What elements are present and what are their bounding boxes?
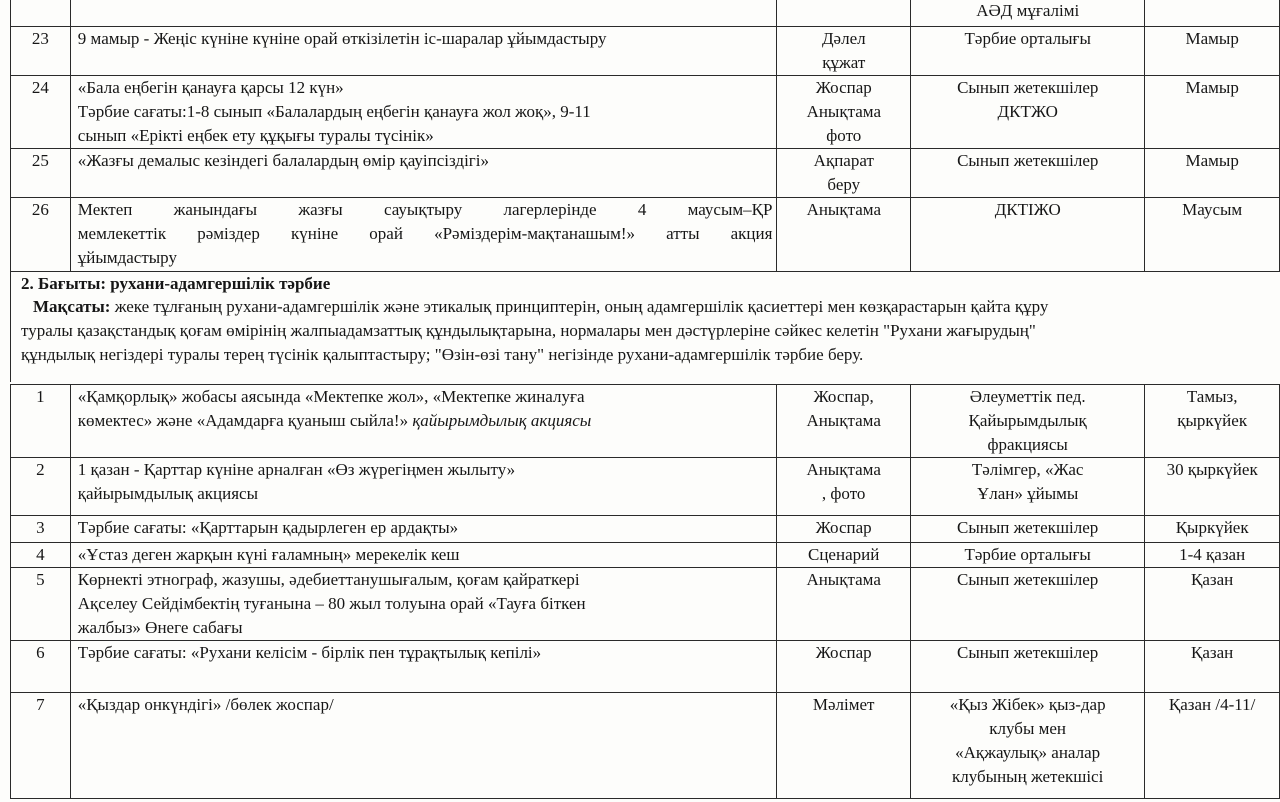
document-type-line: Жоспар, — [813, 387, 874, 406]
goal-line: құндылық негіздері туралы терең түсінік қалыптастыру; "Өзін-өзі тану" негізінде рухани-адамгершілік тәрбие беру. — [21, 345, 864, 364]
table-row — [11, 198, 1280, 272]
document-type-line: Анықтама — [806, 200, 881, 219]
event-text-line: сынып «Ерікті еңбек ету құқығы туралы түсінік» — [77, 126, 434, 145]
table-row — [11, 516, 1280, 543]
event-text-line: мемлекеттік рәміздер күніне орай «Рәміздерім-мақтанашым!» атты акция — [77, 224, 773, 243]
deadline — [1145, 568, 1280, 641]
deadline-line: 30 қыркүйек — [1166, 460, 1258, 479]
event-text — [70, 543, 777, 568]
document-type — [777, 76, 911, 149]
deadline — [1145, 516, 1280, 543]
event-text-plain: көмектес» және «Адамдарға қуаныш сыйла!» — [77, 411, 413, 430]
deadline-line: Қазан — [1191, 570, 1234, 589]
event-text-italic: қайырымдылық акциясы — [412, 411, 592, 430]
row-number: 26 — [11, 198, 71, 272]
document-type — [777, 693, 911, 799]
table-row — [11, 76, 1280, 149]
event-text — [70, 76, 777, 149]
responsible-line: Қайырымдылық — [968, 411, 1087, 430]
responsible-line: Әлеуметтік пед. — [969, 387, 1086, 406]
event-text-line: қайырымдылық акциясы — [77, 484, 258, 503]
deadline-line: 1-4 қазан — [1179, 545, 1246, 564]
event-text-line: «Бала еңбегін қанауға қарсы 12 күн» — [77, 78, 344, 97]
table-row — [11, 149, 1280, 198]
event-text — [70, 149, 777, 198]
event-text — [70, 568, 777, 641]
deadline-line: қыркүйек — [1177, 411, 1248, 430]
row-number: 4 — [11, 543, 71, 568]
document-type — [777, 149, 911, 198]
deadline — [1145, 76, 1280, 149]
deadline-line: Тамыз, — [1186, 387, 1238, 406]
document-type-line: Анықтама — [806, 102, 881, 121]
document-type-line: құжат — [822, 53, 866, 72]
plan-table-bottom — [10, 384, 1280, 799]
responsible-line: Сынып жетекшілер — [957, 78, 1099, 97]
responsible-line: клубының жетекшісі — [951, 767, 1104, 786]
deadline-line: Қазан /4-11/ — [1168, 695, 1256, 714]
responsible-line: Тәрбие орталығы — [964, 545, 1091, 564]
section-title: 2. Бағыты: рухани-адамгершілік тәрбие — [21, 274, 331, 293]
goal-label: Мақсаты: — [33, 297, 111, 316]
responsible-line: «Қыз Жібек» қыз-дар — [949, 695, 1106, 714]
document-type-line: Жоспар — [815, 78, 872, 97]
deadline — [1145, 149, 1280, 198]
responsible-line: ДКТІЖО — [994, 200, 1061, 219]
responsible-line: Тәлімгер, «Жас — [971, 460, 1084, 479]
responsible-line: ДКТЖО — [997, 102, 1058, 121]
document-type-line: Жоспар — [815, 518, 872, 537]
responsible — [911, 568, 1145, 641]
event-text-line — [78, 409, 773, 433]
deadline-line: Қазан — [1191, 643, 1234, 662]
event-text — [70, 516, 777, 543]
row-number: 2 — [11, 458, 71, 516]
event-text-line: Ақселеу Сейдімбектің туғанына – 80 жыл толуына орай «Тауға біткен — [77, 594, 586, 613]
section-2-block — [10, 271, 1280, 382]
document-type — [777, 641, 911, 693]
event-text — [70, 198, 777, 272]
event-text-line: 9 мамыр - Жеңіс күніне күніне орай өткізілетін іс-шаралар ұйымдастыру — [77, 29, 607, 48]
event-text — [70, 641, 777, 693]
responsible-line: Сынып жетекшілер — [957, 518, 1099, 537]
document-type — [777, 543, 911, 568]
responsible — [911, 76, 1145, 149]
event-text-line: жалбыз» Өнеге сабағы — [77, 618, 243, 637]
row-number: 23 — [11, 27, 71, 76]
deadline-line: Маусым — [1182, 200, 1243, 219]
responsible — [911, 543, 1145, 568]
event-text-line: «Қыздар онкүндігі» /бөлек жоспар/ — [77, 695, 334, 714]
table-row — [11, 641, 1280, 693]
responsible — [911, 385, 1145, 458]
deadline-line: Қыркүйек — [1175, 518, 1249, 537]
table-row — [11, 385, 1280, 458]
table-row — [11, 458, 1280, 516]
responsible — [911, 458, 1145, 516]
table-row — [11, 693, 1280, 799]
deadline — [1145, 458, 1280, 516]
table-row — [11, 27, 1280, 76]
deadline — [1145, 0, 1280, 27]
responsible-line: АӘД мұғалімі — [976, 1, 1080, 20]
responsible-line: фракциясы — [987, 435, 1068, 454]
responsible — [911, 641, 1145, 693]
responsible-line: Сынып жетекшілер — [957, 570, 1099, 589]
goal-line: туралы қазақстандық қоғам өмірінің жалпыадамзаттық құндылықтарына, нормалары мен дәстүрлеріне сәйкес келетін "Рухани жағырудың" — [21, 321, 1036, 340]
responsible — [911, 27, 1145, 76]
document-type-line: Мәлімет — [812, 695, 875, 714]
responsible-line: Тәрбие орталығы — [964, 29, 1091, 48]
deadline-line: Мамыр — [1185, 78, 1239, 97]
row-number: 1 — [11, 385, 71, 458]
responsible-line: «Ақжаулық» аналар — [955, 743, 1101, 762]
responsible — [911, 693, 1145, 799]
event-text-line: Көрнекті этнограф, жазушы, әдебиеттанушығалым, қоғам қайраткері — [77, 570, 580, 589]
deadline — [1145, 385, 1280, 458]
deadline — [1145, 641, 1280, 693]
event-text — [70, 27, 777, 76]
deadline — [1145, 27, 1280, 76]
responsible — [911, 149, 1145, 198]
row-number: 5 — [11, 568, 71, 641]
responsible — [911, 0, 1145, 27]
document-type-line: Анықтама — [806, 411, 881, 430]
event-text — [70, 385, 777, 458]
table-row — [11, 0, 1280, 27]
document-type-line: , фото — [821, 484, 866, 503]
document-type — [777, 568, 911, 641]
plan-table-top — [10, 0, 1280, 272]
responsible-line: клубы мен — [989, 719, 1067, 738]
event-text-line: «Ұстаз деген жарқын күні ғаламның» мерекелік кеш — [77, 545, 460, 564]
document-type-line: Сценарий — [808, 545, 880, 564]
deadline — [1145, 198, 1280, 272]
table-row — [11, 568, 1280, 641]
responsible-line: Ұлан» ұйымы — [976, 484, 1079, 503]
event-text-line: Тәрбие сағаты: «Рухани келісім - бірлік пен тұрақтылық кепілі» — [77, 643, 542, 662]
row-number: 25 — [11, 149, 71, 198]
responsible — [911, 198, 1145, 272]
document-type — [777, 458, 911, 516]
deadline-line: Мамыр — [1185, 151, 1239, 170]
goal-line: жеке тұлғаның рухани-адамгершілік және этикалық принциптерін, оның адамгершілік қасиеттері мен көзқарастарын қайта құру — [110, 297, 1049, 316]
document-type — [777, 27, 911, 76]
row-number: 3 — [11, 516, 71, 543]
document-type — [777, 516, 911, 543]
document-type — [777, 198, 911, 272]
event-text-line: 1 қазан - Қарттар күніне арналған «Өз жүрегіңмен жылыту» — [77, 460, 516, 479]
document-type-line: Жоспар — [815, 643, 872, 662]
responsible — [911, 516, 1145, 543]
document-type-line: Дәлел — [821, 29, 866, 48]
row-number: 7 — [11, 693, 71, 799]
event-text — [70, 693, 777, 799]
row-number: 24 — [11, 76, 71, 149]
event-text-line: «Жазғы демалыс кезіндегі балалардың өмір қауіпсіздігі» — [77, 151, 489, 170]
section-goal — [21, 295, 1280, 367]
document-type-line: Ақпарат — [813, 151, 874, 170]
document-type — [777, 385, 911, 458]
document-type-line: фото — [826, 126, 862, 145]
deadline — [1145, 693, 1280, 799]
row-number: 6 — [11, 641, 71, 693]
document-type-line: беру — [827, 175, 861, 194]
event-text — [70, 458, 777, 516]
event-text-line: «Қамқорлық» жобасы аясында «Мектепке жол», «Мектепке жиналуға — [77, 387, 585, 406]
document-type — [777, 0, 911, 27]
deadline-line: Мамыр — [1185, 29, 1239, 48]
document-type-line: Анықтама — [806, 460, 881, 479]
row-number — [11, 0, 71, 27]
event-text — [70, 0, 777, 27]
event-text-line: Тәрбие сағаты: «Қарттарын қадырлеген ер ардақты» — [77, 518, 459, 537]
responsible-line: Сынып жетекшілер — [957, 643, 1099, 662]
event-text-line: ұйымдастыру — [77, 248, 177, 267]
table-row — [11, 543, 1280, 568]
event-text-line: Мектеп жанындағы жазғы сауықтыру лагерлерінде 4 маусым–ҚР — [77, 200, 773, 219]
deadline — [1145, 543, 1280, 568]
responsible-line: Сынып жетекшілер — [957, 151, 1099, 170]
event-text-line: Тәрбие сағаты:1-8 сынып «Балалардың еңбегін қанауға жол жоқ», 9-11 — [77, 102, 591, 121]
document-type-line: Анықтама — [806, 570, 881, 589]
